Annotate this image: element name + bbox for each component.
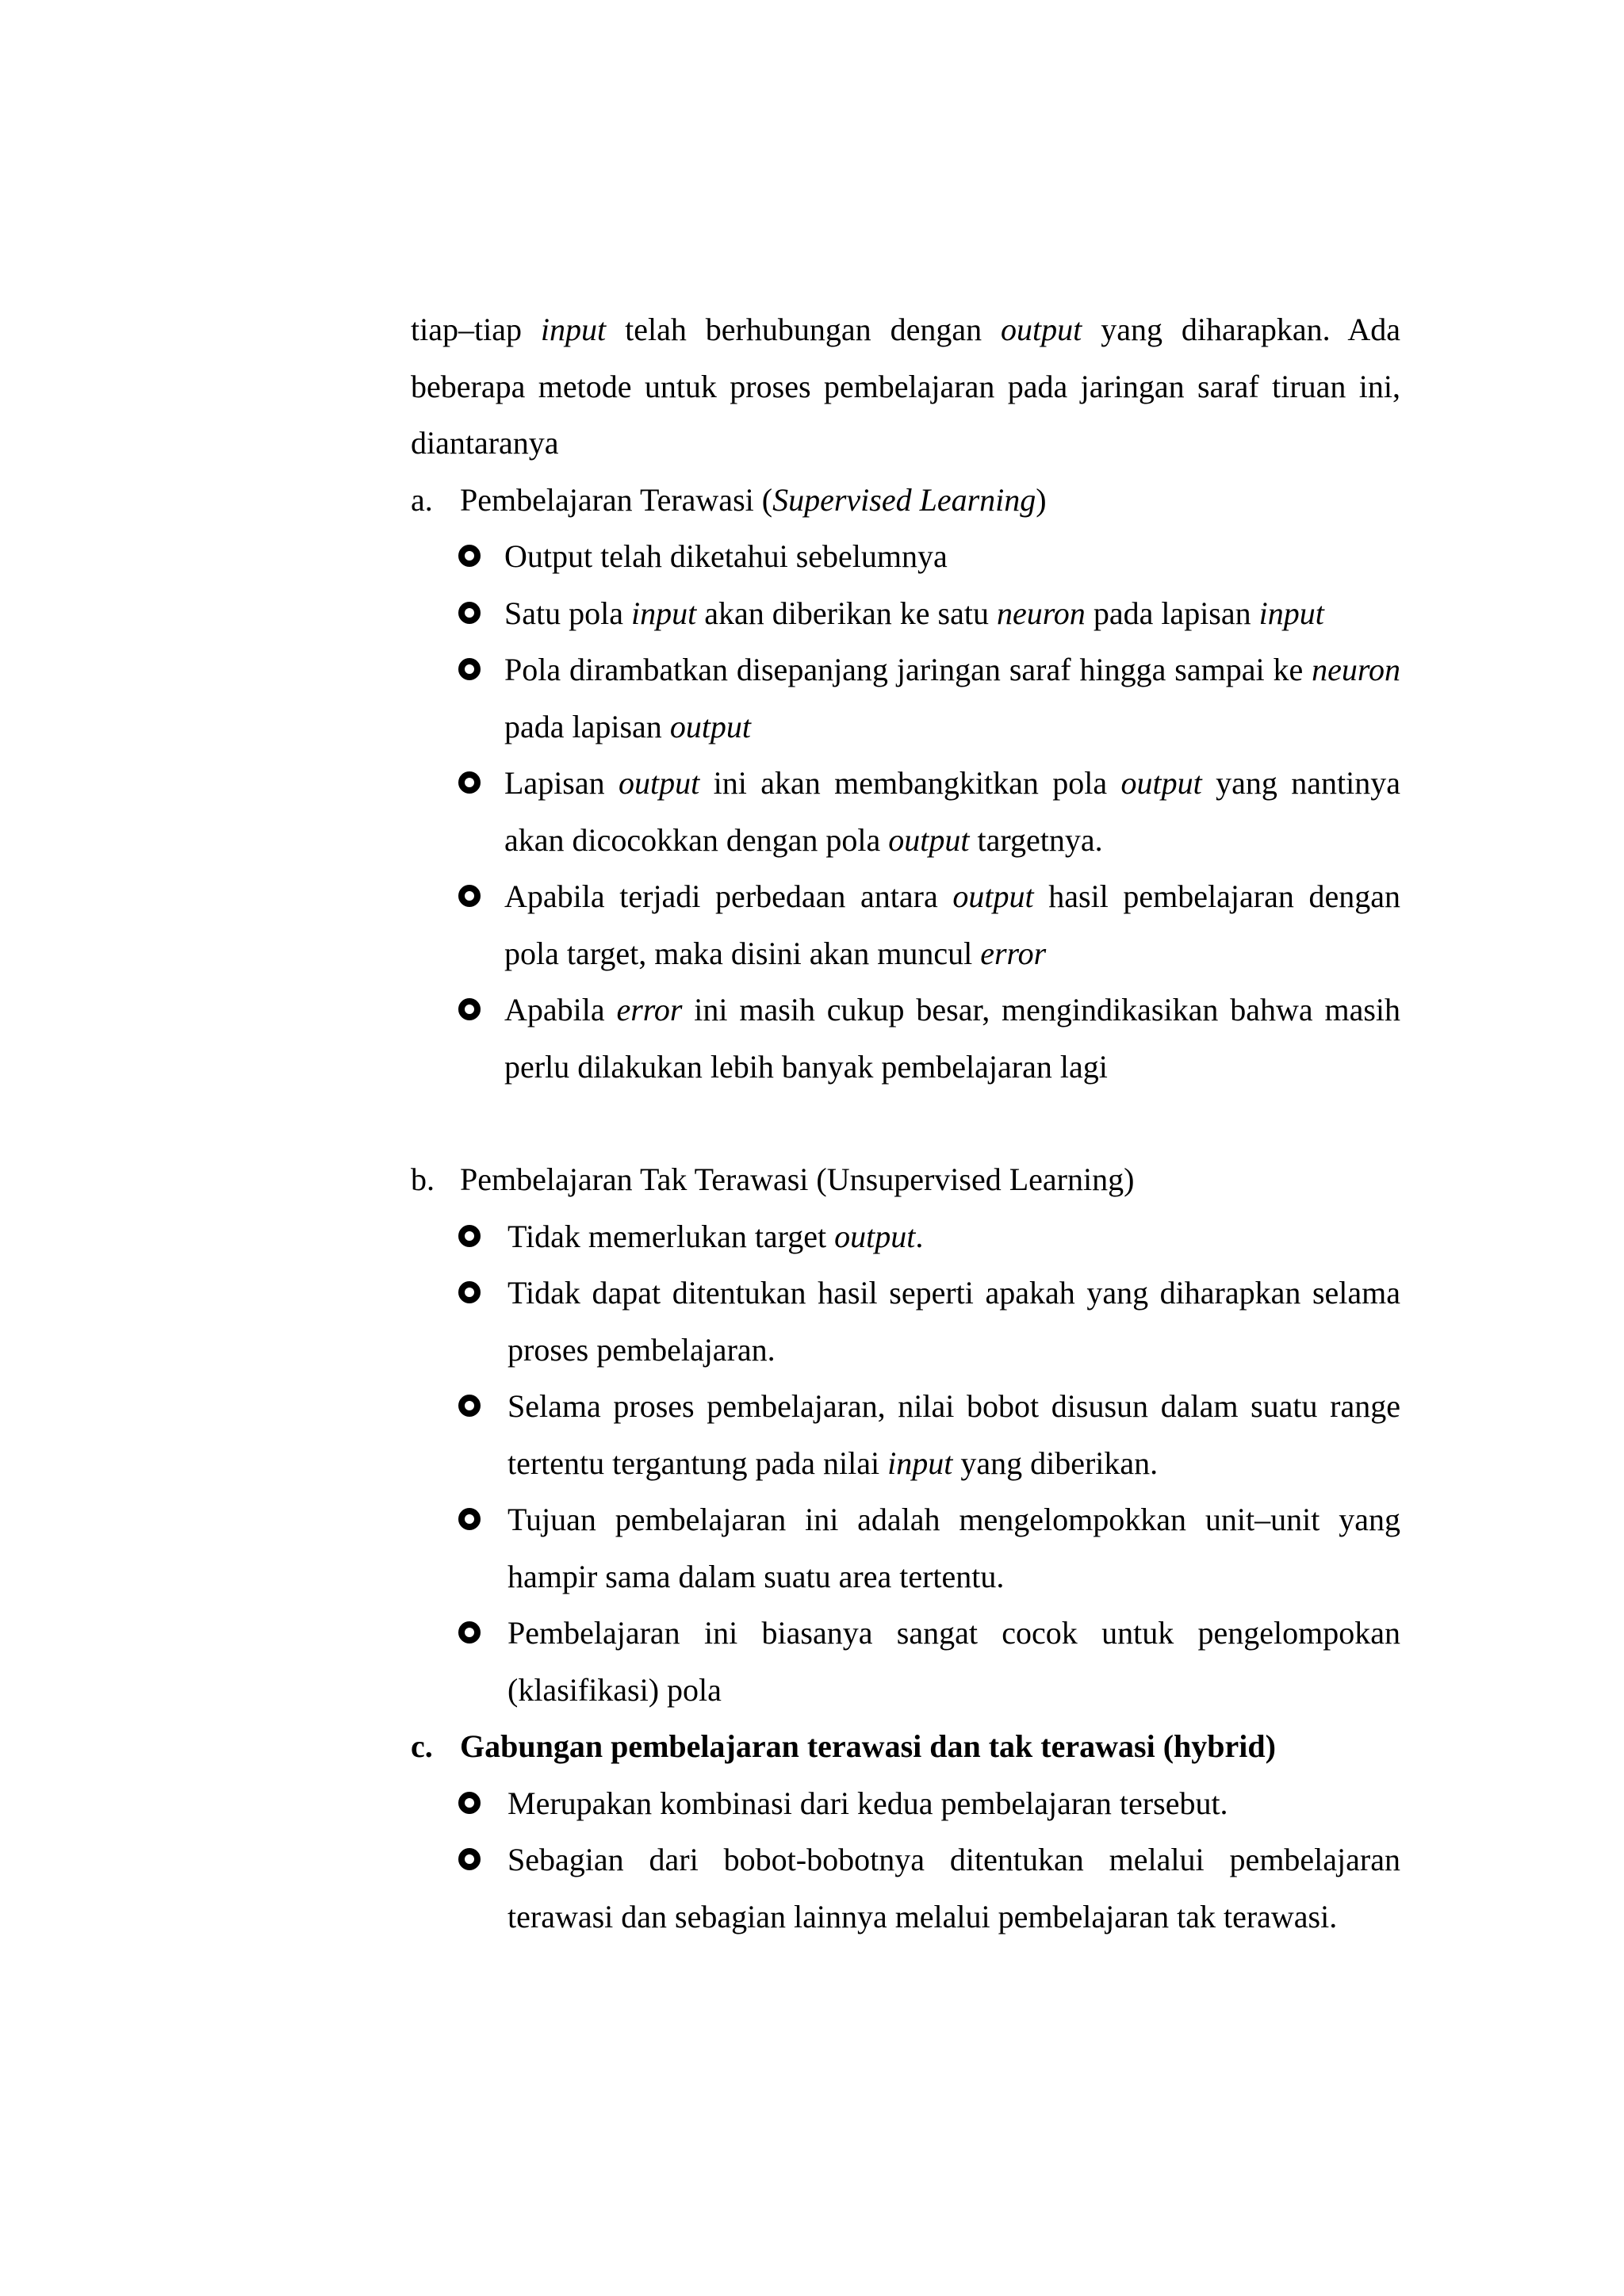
bullet-circle-icon (458, 1281, 481, 1303)
text: pada lapisan (1085, 595, 1259, 631)
text: Tujuan pembelajaran ini adalah mengelompokkan unit–unit yang hampir sama dalam suatu area tertentu. (508, 1502, 1400, 1594)
bullet-circle-icon (458, 1792, 481, 1814)
list-item (458, 1605, 1400, 1718)
italic-term: Supervised Learning (772, 481, 1036, 518)
text: yang diberikan. (952, 1445, 1159, 1481)
bullet-circle-icon (458, 771, 481, 794)
list-item (458, 1208, 1400, 1265)
italic-term: output (1001, 312, 1082, 347)
bullet-circle-icon (458, 998, 481, 1020)
list-item (458, 1775, 1400, 1832)
italic-term: input (887, 1445, 953, 1481)
bullet-circle-icon (458, 602, 481, 624)
text: ) (1036, 481, 1047, 518)
text: . (915, 1218, 924, 1254)
text: yang diharapkan. Ada beberapa metode untuk proses pembelajaran pada jaringan saraf tiruan ini, diantaranya (411, 312, 1400, 461)
italic-term: input (540, 312, 607, 347)
text: Apabila terjadi perbedaan antara (504, 878, 953, 914)
section-title: Gabungan pembelajaran terawasi dan tak terawasi (hybrid) (460, 1728, 1276, 1764)
italic-term: output (888, 821, 970, 858)
italic-term: neuron (1312, 652, 1400, 687)
bullet-circle-icon (458, 1848, 481, 1870)
text: Satu pola (504, 595, 631, 631)
list-item (458, 641, 1400, 755)
text: yang nantinya akan dicocokkan dengan pola (504, 765, 1400, 858)
bullet-circle-icon (458, 1395, 481, 1417)
intro-paragraph (411, 301, 1400, 472)
list-item (458, 585, 1400, 642)
italic-term: neuron (996, 595, 1086, 631)
text: Merupakan kombinasi dari kedua pembelajaran tersebut. (508, 1785, 1228, 1821)
text: tiap–tiap (411, 312, 541, 347)
section-marker: c. (411, 1728, 433, 1764)
text: telah berhubungan dengan (606, 312, 1002, 347)
text: ini masih cukup besar, mengindikasikan bahwa masih perlu dilakukan lebih banyak pembelajaran lagi (504, 992, 1400, 1085)
section-a-list (411, 528, 1400, 1095)
text: Lapisan (504, 765, 619, 801)
list-item (458, 868, 1400, 982)
list-item (458, 528, 1400, 585)
text: Selama proses pembelajaran, nilai bobot disusun dalam suatu range tertentu tergantung pada nilai (508, 1388, 1400, 1481)
italic-term: output (619, 765, 700, 801)
text: targetnya. (969, 821, 1103, 858)
section-c-heading (411, 1718, 1400, 1775)
bullet-circle-icon (458, 1621, 481, 1644)
text: ini akan membangkitkan pola (699, 765, 1121, 801)
text: Pembelajaran Terawasi ( (460, 481, 773, 518)
text: Output telah diketahui sebelumnya (504, 538, 948, 574)
italic-term: input (630, 595, 697, 631)
text: Tidak memerlukan target (508, 1218, 835, 1254)
bullet-circle-icon (458, 658, 481, 680)
italic-term: output (669, 708, 752, 744)
text: Sebagian dari bobot-bobotnya ditentukan melalui pembelajaran terawasi dan sebagian lainnya melalui pembelajaran tak terawasi. (508, 1842, 1400, 1934)
italic-term: output (834, 1218, 916, 1254)
list-item (458, 1265, 1400, 1378)
list-item (458, 982, 1400, 1095)
italic-term: input (1258, 595, 1324, 631)
text: akan diberikan ke satu (696, 595, 997, 631)
section-a-heading (411, 472, 1400, 529)
section-marker: a. (411, 481, 433, 518)
italic-term: error (616, 992, 683, 1027)
italic-term: error (980, 935, 1047, 971)
document-body (411, 301, 1400, 1945)
text: Tidak dapat ditentukan hasil seperti apakah yang diharapkan selama proses pembelajaran. (508, 1275, 1400, 1368)
list-item (458, 1491, 1400, 1605)
section-b-heading (411, 1151, 1400, 1208)
italic-term: output (1120, 765, 1202, 801)
italic-term: output (952, 878, 1034, 914)
bullet-circle-icon (458, 1225, 481, 1247)
list-item (458, 1831, 1400, 1945)
text: Pembelajaran ini biasanya sangat cocok untuk pengelompokan (klasifikasi) pola (508, 1615, 1400, 1708)
section-c-list (411, 1775, 1400, 1946)
text: hasil pembelajaran dengan pola target, maka disini akan muncul (504, 878, 1401, 971)
section-title (460, 472, 1047, 529)
bullet-circle-icon (458, 545, 481, 567)
spacer (411, 1095, 1400, 1151)
text: Apabila (504, 992, 617, 1027)
section-marker: b. (411, 1161, 435, 1197)
section-b-list (411, 1208, 1400, 1719)
list-item (458, 755, 1400, 868)
text: pada lapisan (504, 708, 670, 744)
list-item (458, 1378, 1400, 1491)
bullet-circle-icon (458, 1508, 481, 1530)
section-title: Pembelajaran Tak Terawasi (Unsupervised Learning) (460, 1161, 1135, 1197)
text: Pola dirambatkan disepanjang jaringan saraf hingga sampai ke (504, 652, 1312, 687)
bullet-circle-icon (458, 885, 481, 907)
